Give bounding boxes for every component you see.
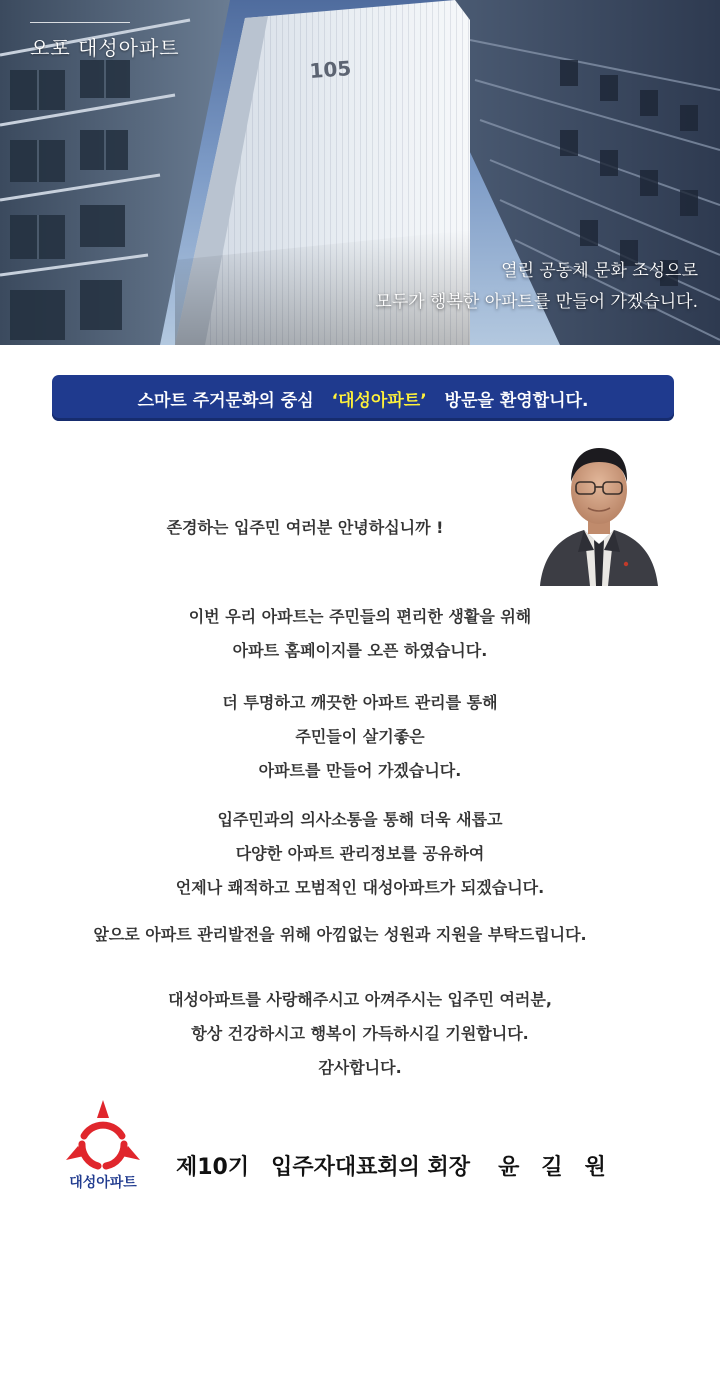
banner-highlight: ‘대성아파트’ — [331, 390, 427, 411]
site-label: 오포 대성아파트 — [30, 36, 180, 60]
banner-prefix: 스마트 주거문화의 중심 — [137, 390, 314, 411]
letter-paragraph-3 — [0, 803, 720, 905]
name-char: 원 — [584, 1155, 606, 1180]
greeting-text — [0, 511, 610, 545]
paragraph-line: 아파트 홈페이지를 오픈 하였습니다. — [232, 641, 488, 660]
welcome-banner — [52, 375, 674, 421]
letter-paragraph-1 — [0, 600, 720, 668]
hero-slogan — [375, 256, 698, 318]
paragraph-line: 언제나 쾌적하고 모범적인 대성아파트가 되겠습니다. — [175, 878, 545, 897]
chairman-name — [498, 1150, 628, 1181]
paragraph-line: 감사합니다. — [318, 1058, 402, 1077]
name-char: 길 — [541, 1155, 563, 1180]
paragraph-line: 다양한 아파트 관리정보를 공유하여 — [235, 844, 485, 863]
paragraph-line: 앞으로 아파트 관리발전을 위해 아낌없는 성원과 지원을 부탁드립니다. — [93, 925, 587, 944]
position-label: 입주자대표회의 회장 — [271, 1155, 471, 1180]
paragraph-line: 입주민과의 의사소통을 통해 더욱 새롭고 — [217, 810, 503, 829]
paragraph-line: 대성아파트를 사랑해주시고 아껴주시는 입주민 여러분, — [168, 990, 552, 1009]
name-char: 윤 — [498, 1155, 520, 1180]
term-label: 제10기 — [176, 1155, 250, 1180]
hero-label-divider — [30, 22, 130, 23]
slogan-line-2: 모두가 행복한 아파트를 만들어 가겠습니다. — [375, 292, 698, 312]
letter-paragraph-4 — [0, 918, 680, 952]
paragraph-line: 주민들이 살기좋은 — [295, 727, 425, 746]
slogan-line-1: 열린 공동체 문화 조성으로 — [501, 261, 698, 281]
greeting-line: 존경하는 입주민 여러분 안녕하십니까 ! — [166, 518, 444, 537]
letter-paragraph-5 — [0, 983, 720, 1085]
building-number: 105 — [308, 56, 352, 83]
banner-suffix: 방문을 환영합니다. — [444, 390, 589, 411]
hero-banner — [0, 0, 720, 345]
chairman-signature — [176, 1150, 628, 1181]
paragraph-line: 항상 건강하시고 행복이 가득하시길 기원합니다. — [191, 1024, 529, 1043]
letter-paragraph-2 — [0, 686, 720, 788]
logo-text: 대성아파트 — [69, 1175, 137, 1191]
paragraph-line: 아파트를 만들어 가겠습니다. — [258, 761, 462, 780]
paragraph-line: 이번 우리 아파트는 주민들의 편리한 생활을 위해 — [188, 607, 532, 626]
paragraph-line: 더 투명하고 깨끗한 아파트 관리를 통해 — [222, 693, 498, 712]
